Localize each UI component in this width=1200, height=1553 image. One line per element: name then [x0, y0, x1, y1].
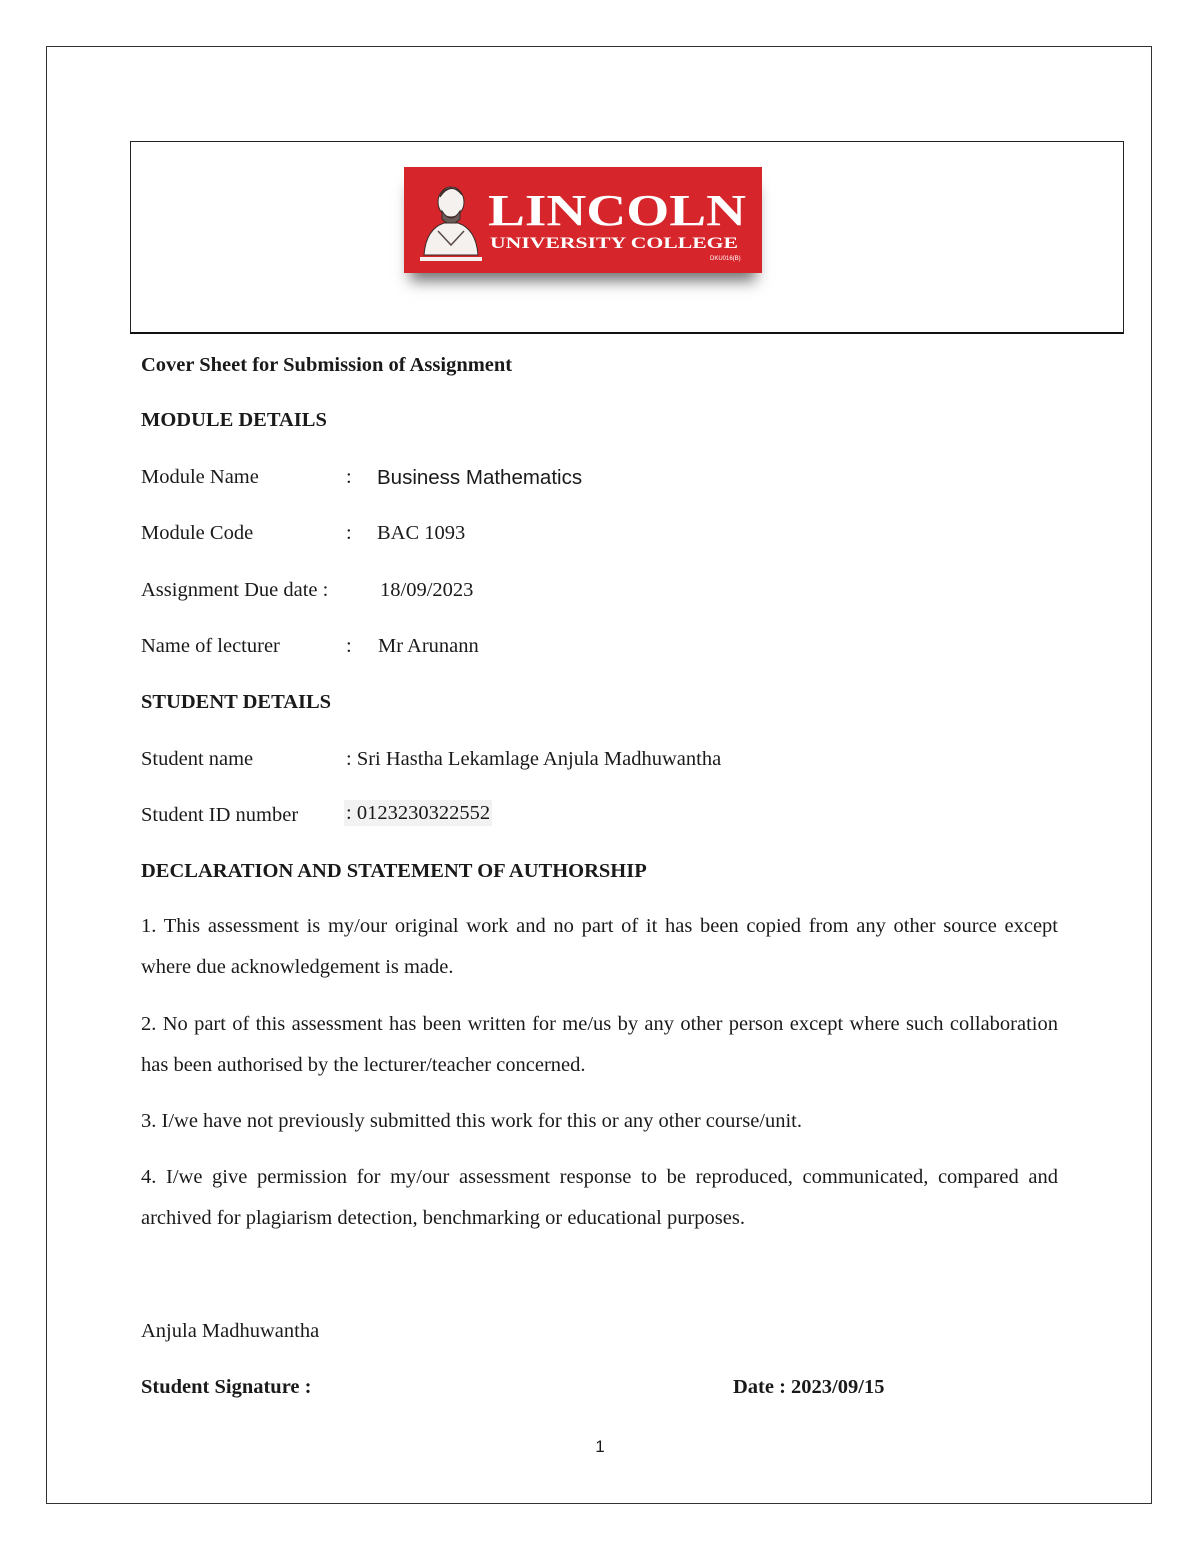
lecturer-colon: : — [346, 635, 352, 657]
signature-label: Student Signature : — [141, 1376, 312, 1398]
bust-icon — [420, 187, 482, 259]
declaration-item-1: 1. This assessment is my/our original work and no part of it has been copied from any other source except where due acknowledgement is made. — [141, 915, 1058, 978]
logo-title: LINCOLN — [488, 186, 747, 235]
logo-registration: DKU016(B) — [710, 256, 741, 262]
module-name-value: Business Mathematics — [377, 466, 583, 489]
cover-title: Cover Sheet for Submission of Assignment — [141, 354, 513, 376]
signature-date: Date : 2023/09/15 — [733, 1376, 885, 1398]
declaration-heading: DECLARATION AND STATEMENT OF AUTHORSHIP — [141, 860, 647, 882]
module-details-heading: MODULE DETAILS — [141, 409, 327, 431]
assignment-due-value: 18/09/2023 — [380, 579, 474, 601]
module-name-label: Module Name — [141, 466, 259, 488]
lecturer-value: Mr Arunann — [378, 635, 479, 657]
declaration-item-2: 2. No part of this assessment has been written for me/us by any other person except where such collaboration has been authorised by the lecturer/teacher concerned. — [141, 1013, 1058, 1076]
lincoln-logo — [404, 167, 762, 273]
lecturer-label: Name of lecturer — [141, 635, 280, 657]
declaration-item-3: 3. I/we have not previously submitted this work for this or any other course/unit. — [141, 1110, 803, 1132]
student-name-value: : Sri Hastha Lekamlage Anjula Madhuwantha — [346, 748, 722, 770]
logo-subtitle: UNIVERSITY COLLEGE — [490, 235, 738, 252]
student-id-label: Student ID number — [141, 804, 299, 826]
logo-frame — [130, 141, 1124, 334]
page-number: 1 — [595, 1437, 605, 1456]
module-name-colon: : — [346, 466, 352, 488]
student-name-label: Student name — [141, 748, 254, 770]
declaration-item-4: 4. I/we give permission for my/our assessment response to be reproduced, communicated, compared and archived for plagiarism detection, benchmarking or educational purposes. — [141, 1166, 1058, 1229]
lincoln-logo-graphic — [404, 167, 762, 273]
module-code-label: Module Code — [141, 522, 254, 544]
module-code-value: BAC 1093 — [377, 522, 466, 544]
student-id-text: : 0123230322552 — [346, 802, 491, 824]
assignment-due-label: Assignment Due date : — [141, 579, 329, 601]
signature-name: Anjula Madhuwantha — [141, 1320, 320, 1342]
student-details-heading: STUDENT DETAILS — [141, 691, 332, 713]
student-id-value — [344, 803, 492, 824]
module-code-colon: : — [346, 522, 352, 544]
